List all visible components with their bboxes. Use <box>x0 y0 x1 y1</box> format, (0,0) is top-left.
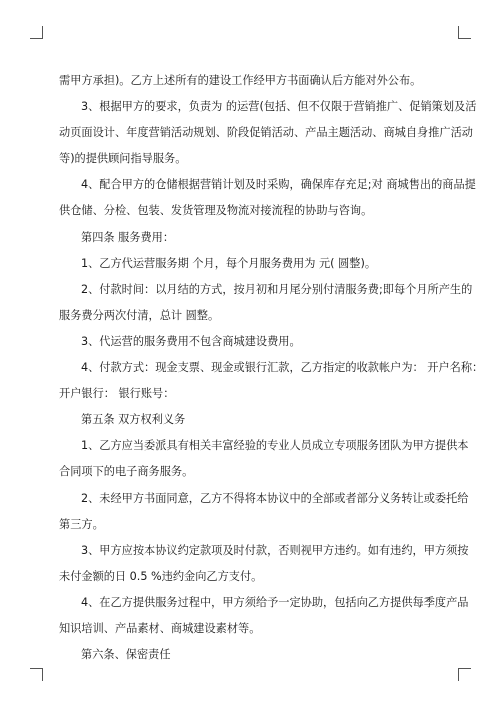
crop-mark-bottom-left <box>30 668 43 681</box>
text-line: 3、代运营的服务费用不包含商城建设费用。 <box>81 334 301 348</box>
text-line: 动页面设计、年度营销活动规划、阶段促销活动、产品主题活动、商城自身推广活动 <box>59 126 473 140</box>
text-line: 等)的提供顾问指导服务。 <box>59 152 187 166</box>
section-heading: 第四条 服务费用： <box>81 230 175 244</box>
text-line: 4、在乙方提供服务过程中，甲方须给予一定协助，包括向乙方提供每季度产品 <box>81 595 469 609</box>
text-line: 知识培训、产品素材、商城建设素材等。 <box>59 621 261 635</box>
text-line: 服务费分两次付清，总计 圆整。 <box>59 308 220 322</box>
section-heading: 第五条 双方权利义务 <box>81 413 186 427</box>
text-line: 未付金额的日 0.5 %违约金向乙方支付。 <box>59 569 263 583</box>
text-line: 开户银行： 银行账号： <box>59 387 175 401</box>
crop-mark-top-right <box>458 26 471 39</box>
text-line: 2、未经甲方书面同意，乙方不得将本协议中的全部或者部分义务转让或委托给 <box>81 491 469 505</box>
document-body <box>59 68 484 668</box>
text-line: 1、乙方代运营服务期 个月，每个月服务费用为 元( 圆整)。 <box>81 256 377 270</box>
text-line: 需甲方承担)。乙方上述所有的建设工作经甲方书面确认后方能对外公布。 <box>59 74 422 87</box>
section-heading: 第六条、保密责任 <box>81 648 171 662</box>
text-line: 3、根据甲方的要求，负责为 的运营(包括、但不仅限于营销推广、促销策划及活 <box>81 100 477 114</box>
text-line: 第三方。 <box>59 517 104 531</box>
text-line: 4、配合甲方的仓储根据营销计划及时采购，确保库存充足;对 商城售出的商品提 <box>81 178 476 192</box>
text-line: 2、付款时间：以月结的方式，按月初和月尾分别付清服务费;即每个月所产生的 <box>81 282 473 296</box>
text-line: 1、乙方应当委派具有相关丰富经验的专业人员成立专项服务团队为甲方提供本 <box>81 439 469 453</box>
crop-mark-top-left <box>30 26 43 39</box>
text-line: 供仓储、分检、包装、发货管理及物流对接流程的协助与咨询。 <box>59 204 373 218</box>
text-line: 3、甲方应按本协议约定款项及时付款，否则视甲方违约。如有违约，甲方须按 <box>81 543 469 557</box>
text-line: 合同项下的电子商务服务。 <box>59 465 194 479</box>
crop-mark-bottom-right <box>458 668 471 681</box>
text-line: 4、付款方式：现金支票、现金或银行汇款，乙方指定的收款帐户为： 开户名称： <box>81 361 484 375</box>
